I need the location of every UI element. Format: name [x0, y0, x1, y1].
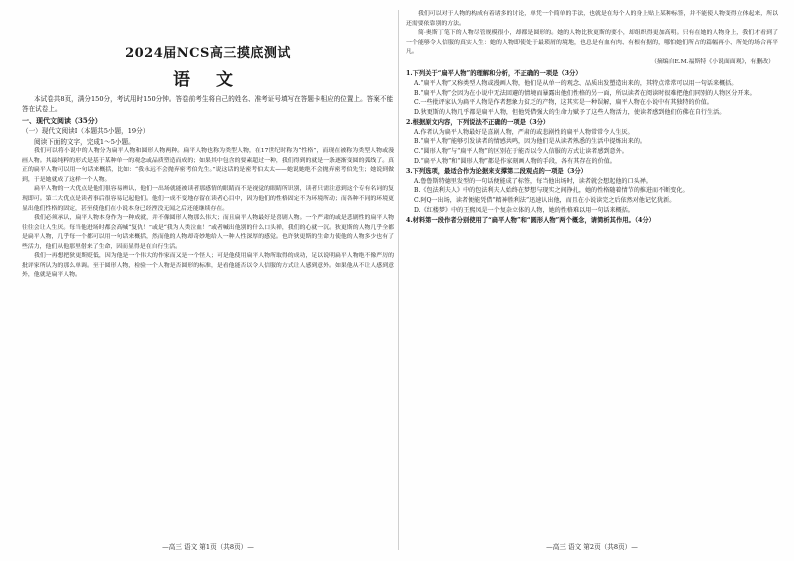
answer-option: D.《红楼梦》中的王熙凤是一个复杂立体的人物，她的性格难以用一句话来概括。 [414, 206, 634, 214]
question-stem: 4.材料第一段作者分别使用了“扁平人物”和“圆形人物”两个概念，请简析其作用。（4分） [406, 217, 655, 225]
passage-paragraph: 我们必须承认，扁平人物本身作为一种成就，并不像圆形人物那么伟大；而且扁平人物最好是喜剧人物。一个严肃的或是悲剧性的扁平人物往往会让人生厌。每当他进场时都会高喊“复仇！”或是“我为人类泣血！”或者喊出他别的什么口头禅，我们的心就一沉。狄更斯的人物几乎全都是扁平人物，几乎每一个都可以用一句话来概括，然而他的人物却奇妙地给人一种人性深厚的感觉。也许狄更斯的生命力使他的人物多少也有了些活力，他们从他那里借来了生命，因而显得是在自行生活。 [22, 215, 394, 250]
passage-paragraph: 我们可以对于人物的构成有着诸多的讨论，单凭一个简单的手法，也就是在每个人的身上贴上某种标签，并不能使人物变得立体起来，所以还需要依靠别的方法。 [406, 11, 778, 27]
question-4 [406, 216, 778, 226]
answer-option: C.一些批评家认为扁平人物是作者想象力贫乏的产物，这其实是一种误解，扁平人物在小说中有其独特的价值。 [414, 99, 713, 107]
exam-notice: 本试卷共8页，满分150分，考试用时150分钟。答卷前考生将自己的姓名、准考证号填写在答题卡相应的位置上。答案不能答在试卷上。 [22, 95, 394, 114]
answer-option: C.“圆形人物”与“扁平人物”的区别在于能否以令人信服的方式让读者感到意外。 [414, 148, 628, 156]
page-divider [398, 10, 399, 550]
answer-option: D.“扁平人物”和“圆形人物”都是作家刻画人物的手段，各有其存在的价值。 [414, 157, 616, 165]
answer-option: B.“扁平人物”会因为在小说中无法回避的情境而暴露出他们性格的另一面，所以读者在阅读时很难把他们同别的人物区分开来。 [414, 89, 756, 97]
passage-paragraph: 扁平人物的一大优点是他们很容易辨认，他们一出场就能被读者那感情的眼睛而不是视觉的眼睛所识别，读者只需注意到这个专有名词的复现即可。第二大优点是读者事后很容易记起他们。他们一成不变地存留在读者心目中，因为他们的性格固定不为环境所动；而各种不同的环境更显出他们性格的固定，甚至使他们在小说本身已经湮没无闻之后还能继续存在。 [22, 186, 394, 212]
passage-paragraph: 我们可以将小说中的人物分为扁平人物和圆形人物两种。扁平人物也称为类型人物，在17世纪时称为“性格”，而现在被称为类型人物或漫画人物。其最纯粹的形式是基于某种单一的观念或品质塑造而成的；如果其中包含的要素超过一种，我们得到的就是一条逐渐变圆的弧线了。真正的扁平人物可以用一句话来概括，比如：“我永远不会抛弃密考伯先生。”说这话的是密考伯太太——她说她绝不会抛弃密考伯先生；她说到做到，于是她就成了这样一个人物。 [22, 148, 394, 183]
question-stem: 3.下列选项，最适合作为论据来支撑第二段观点的一项是（3分） [406, 168, 587, 176]
subject-title: 语 文 [173, 70, 243, 90]
question-1 [406, 69, 778, 117]
passage-paragraph: 简·奥斯丁笔下的人物尽管规模很小，却都是圆形的。她的人物比狄更斯的要小，却组织得更加高明。只有在她的人物身上，我们才看到了一个能够令人信服的真实人生：她的人物即使处于最琐屑的境地，也总是有血有肉、有根有据的，哪怕她们所占的篇幅再小、所处的场合再平凡。 [406, 30, 778, 56]
question-3 [406, 167, 778, 215]
answer-option: A.鲁鲁斯特德里发型的一句话便能成了标签，每当他出场时，读者就会想起他的口头禅。 [414, 177, 652, 185]
passage-source: （摘编自E.M.福斯特《小说面面观》，有删改） [650, 58, 774, 65]
exam-title: 2024届NCS高三摸底测试 [125, 46, 291, 61]
answer-option: A.作者认为扁平人物最好是喜剧人物，严肃的或悲剧性的扁平人物常常令人生厌。 [414, 128, 634, 136]
reading-instruction: 阅读下面的文字，完成1～5小题。 [34, 137, 135, 146]
page-one [22, 0, 394, 561]
question-2 [406, 118, 778, 166]
answer-option: B.“扁平人物”能够引发读者的情感共鸣，因为他们是从读者熟悉的生活中提炼出来的。 [414, 138, 647, 146]
section-heading: 一、现代文阅读（35分） [22, 116, 102, 126]
page-footer: —高三 语文 第2页（共8页）— [546, 543, 638, 551]
page-two [406, 0, 778, 561]
answer-option: C.阿Q一出场，读者便能凭借“精神胜利法”迅速认出他，而且在小说读完之后依然对他记忆犹新。 [414, 197, 676, 205]
answer-option: A.“扁平人物”又称类型人物或漫画人物，他们是从单一的观念、品质出发塑造出来的，其特点常常可以用一句话来概括。 [414, 79, 738, 87]
answer-option: B.《包法利夫人》中的包法利夫人始终在梦想与现实之间挣扎，她的性格随着情节的推进而不断变化。 [414, 187, 689, 195]
page-footer: —高三 语文 第1页（共8页）— [162, 543, 254, 551]
subsection-heading: （一）现代文阅读Ⅰ（本题共5小题，19分） [22, 127, 150, 136]
answer-option: D.狄更斯的人物几乎都是扁平人物，但他凭借强大的生命力赋予了这些人物活力，使读者感到他们仿佛在自行生活。 [414, 108, 726, 116]
question-stem: 2.根据原文内容，下列说法不正确的一项是（3分） [406, 119, 550, 127]
question-stem: 1.下列关于“扁平人物”的理解和分析，不正确的一项是（3分） [406, 70, 582, 78]
passage-paragraph: 我们一再想把狄更斯贬低，因为他是一个伟大的作家而又是一个怪人；可是他使用扁平人物所取得的成功，足以说明扁平人物绝不像严厉的批评家所认为的那么单调。至于圆形人物，检验一个人物是否圆形的标准，是看他能否以令人信服的方式让人感到意外。如果他从不让人感到意外，他就是扁平人物。 [22, 253, 394, 279]
